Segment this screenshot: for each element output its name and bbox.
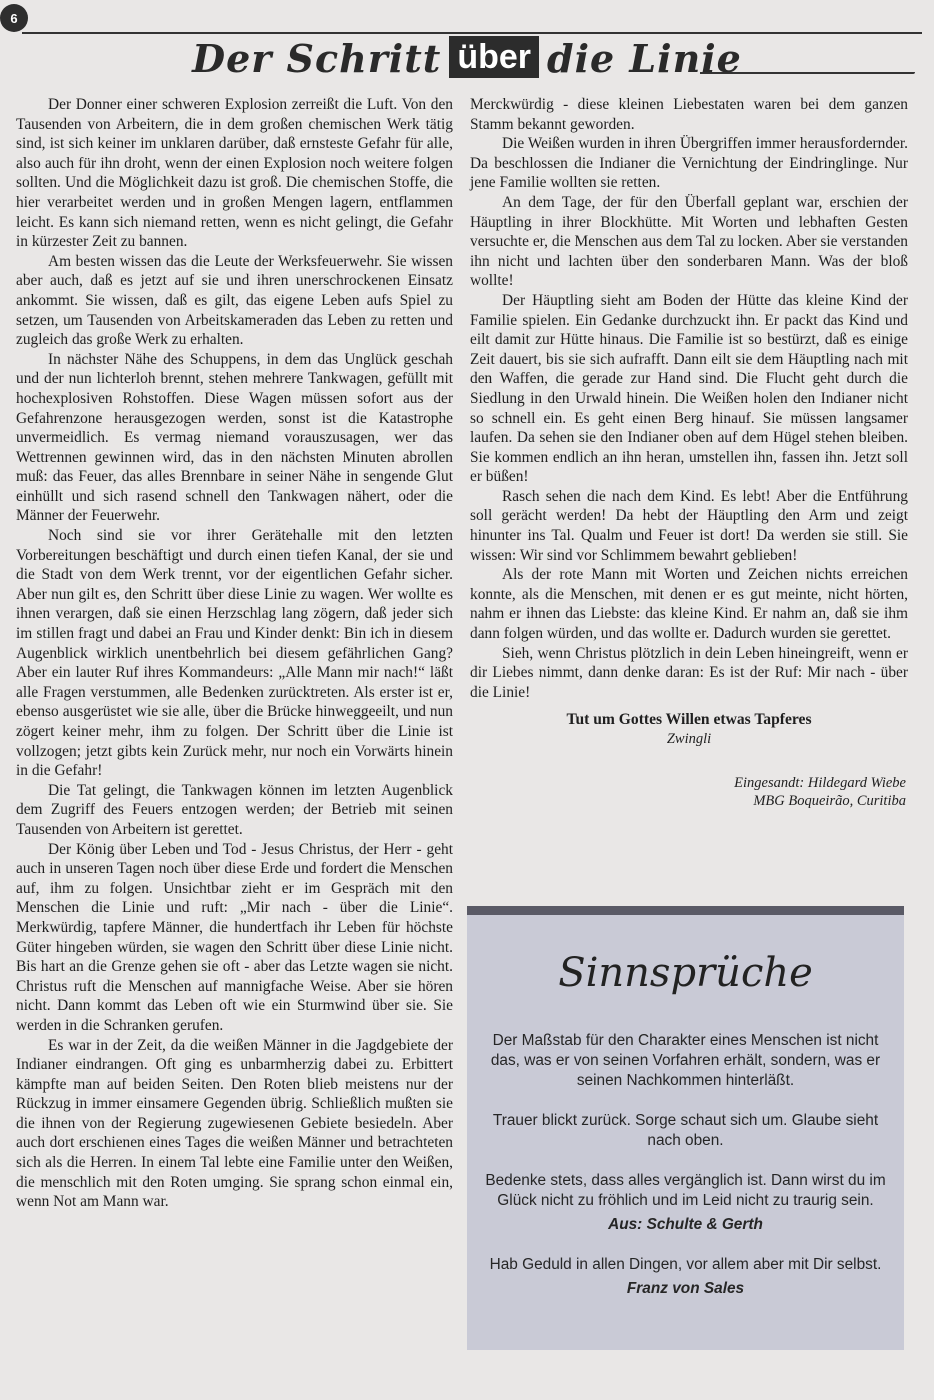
paragraph: Am besten wissen das die Leute der Werksfeuerwehr. Sie wissen aber auch, daß es jetzt auf sie und ihren unerschrockenen Einsatz ankommt. Sie wissen, daß es gilt, das eigene Leben aufs Spiel zu setzen, um Tausenden von Arbeitskameraden das Leben zu retten und zugleich das große Werk zu erhalten. [16,252,453,349]
paragraph: Der Häuptling sieht am Boden der Hütte das kleine Kind der Familie spielen. Ein Gedanke durchzuckt ihn. Er packt das Kind und eilt damit zur Hütte hinaus. Die Familie ist so bestürzt, daß es einige Zeit dauert, bis sie sich aufrafft. Dann eilt sie dem Häuptling nach mit den Waffen, die gerade zur Hand sind. Die Flucht geht durch die Siedlung in den Urwald hinein. Die Weißen holen den Indianer nicht so schnell ein. Es geht einen Berg hinauf. Sie müssen langsamer laufen. Da sehen sie den Indianer oben auf dem Hügel stehen bleiben. Sie kommen endlich an ihn heran, umstellen ihn, fassen ihn. Jetzt soll er büßen! [470,291,908,486]
saying-text: Bedenke stets, dass alles vergänglich ist. Dann wirst du im Glück nicht zu fröhlich und im Leid nicht zu traurig sein. [485,1172,886,1209]
title-part-1: Der Schritt [192,36,442,81]
page-number-badge: 6 [0,4,28,32]
article-title [0,34,934,85]
right-column [470,95,908,810]
saying-item [467,1171,904,1235]
paragraph: Rasch sehen die nach dem Kind. Es lebt! Aber die Entführung soll gerächt werden! Da hebt der Häuptling den Arm und zeigt hinunter ins Tal. Qualm und Feuer ist dort! Da werden sie still. Sie wissen: Wir sind vor Schlimmem bewahrt geblieben! [470,487,908,564]
paragraph: Als der rote Mann mit Worten und Zeichen nichts erreichen konnte, als die Menschen, mit denen er es gut meinte, nicht hörten, nahm er ihnen das Liebste: das kleine Kind. Er nahm an, daß sie ihm dann folgen würden, und das wollte er. Dadurch wurden sie gerettet. [470,566,908,643]
quote-title: Tut um Gottes Willen etwas Tapferes [566,711,812,729]
paragraph: Es war in der Zeit, da die weißen Männer in die Jagdgebiete der Indianer eindrangen. Oft ging es unbarmherzig dabei zu. Erbittert kämpfte man auf beiden Seiten. Den Roten blieb meistens nur der Rückzug in immer einsamere Gegenden übrig. Schließlich mußten sie die ihnen von der Regierung zugewiesenen Gebiete besiedeln. Aber auch dort erschienen eines Tages die weißen Männer und betrachteten sich als die Herren. In einem Tal lebte eine Familie unter den Weißen, die menschlich mit den Roten umging. Sie sprang schon einmal ein, wenn Not am Mann war. [16,1036,453,1211]
submitted-by-place: MBG Boqueirão, Curitiba [753,792,906,809]
title-highlight-box: über [449,36,539,78]
paragraph: Der Donner einer schweren Explosion zerreißt die Luft. Von den Tausenden von Arbeitern, die in dem großen chemischen Werk tätig sind, ist sich keiner im unklaren darüber, daß ernsteste Gefahr für alle, also auch für ihn droht, wenn der einen Explosion noch weitere folgen sollten. Und die Möglichkeit dazu ist groß. Die chemischen Stoffe, die hier verarbeitet werden und in großen Mengen lagern, entflammen leicht. Es kann sich niemand retten, wenn es nicht gelingt, die Gefahr in kürzester Zeit zu bannen. [16,96,453,251]
paragraph: Die Tat gelingt, die Tankwagen können im letzten Augenblick dem Zugriff des Feuers entzogen werden; der Betrieb mit seinen Tausenden von Arbeitern ist gerettet. [16,781,453,838]
paragraph: An dem Tage, der für den Überfall geplant war, erschien der Häuptling in ihrer Blockhütte. Mit Worten und lebhaften Gesten versuchte er, die Menschen aus dem Tal zu locken. Aber sie verstanden ihn nicht und lachten über den sonderbaren Mann. Was der bloß wollte! [470,193,908,290]
submitted-by [470,774,908,810]
sinnsprueche-box [467,906,904,1350]
paragraph: Noch sind sie vor ihrer Gerätehalle mit den letzten Vorbereitungen beschäftigt und durch einen tiefen Kanal, der sie und die Stadt von dem Werk trennt, vor der eigentlichen Gefahr sicher. Aber nun gilt es, den Schritt über diese Linie zu wagen. Wer wollte es ihnen verargen, daß sie einen Herzschlag lang zögern, daß jeder sich im stillen fragt und dabei an Frau und Kinder denkt: Bin ich in diesem Augenblick wirklich unentbehrlich bei diesem gefährlichen Gang? Aber ein lauter Ruf ihres Kommandeurs: „Alle Mann mir nach!“ läßt alle Fragen verstummen, alle Bedenken zurücktreten. Als erster ist er, ebenso ausgerüstet wie sie alle, über die Brücke hinweggeeilt, und nun zögert keiner mehr, ihm zu folgen. Der Schritt über die Linie ist vollzogen; jetzt gibts kein Zurück mehr, nur noch ein Vorwärts hinein in die Gefahr! [16,527,453,780]
saying-item [467,1111,904,1151]
saying-source: Franz von Sales [626,1280,745,1297]
saying-text: Trauer blickt zurück. Sorge schaut sich um. Glaube sieht nach oben. [492,1112,879,1149]
saying-text: Hab Geduld in allen Dingen, vor allem aber mit Dir selbst. [489,1256,882,1273]
quote-author: Zwingli [666,731,712,747]
paragraph: Merckwürdig - diese kleinen Liebestaten waren bei dem ganzen Stamm bekannt geworden. [470,96,908,133]
sinnsprueche-title: Sinnsprüche [558,950,813,996]
submitted-by-name: Eingesandt: Hildegard Wiebe [734,774,906,791]
title-part-2: die Linie [547,36,742,81]
saying-source: Aus: Schulte & Gerth [608,1216,763,1233]
paragraph: In nächster Nähe des Schuppens, in dem das Unglück geschah und der nun lichterloh brennt, stehen mehrere Tankwagen, gefüllt mit hochexplosiven Rohstoffen. Diese Wagen müssen sofort aus der Gefahrenzone herausgezogen werden, sonst ist die Katastrophe unvermeidlich. Es vermag niemand vorauszusagen, wer das Wettrennen gewinnen wird, das in den nächsten Minuten abrollen muß: das Feuer, das alles Brennbare in seiner Nähe in sengende Glut einhüllt und sich rasend schnell den Tankwagen nähert, oder die Männer der Feuerwehr. [16,350,453,525]
paragraph: Die Weißen wurden in ihren Übergriffen immer herausfordernder. Da beschlossen die Indianer die Vernichtung der Eindringlinge. Nur jene Familie wollten sie retten. [470,135,908,192]
paragraph: Der König über Leben und Tod - Jesus Christus, der Herr - geht auch in unseren Tagen noch über diese Erde und fordert die Menschen auf, ihm zu folgen. Unsichtbar zieht er im Gespräch mit den Menschen die Linie und ruft: „Mir nach - über die Linie“. Merkwürdig, tapfere Männer, die hundertfach ihr Leben für höchste Güter hingeben würden, sie wagen den Schritt über diese Linie nicht. Bis hart an die Grenze gehen sie oft - aber das Letzte wagen sie nicht. Christus ruft die Menschen auf mannigfache Weise. Aber sie hören nicht. Dann kommt das Leben oft wie ein Sturmwind über sie. Sie werden in die Schranken gerufen. [16,840,453,1034]
saying-item [467,1031,904,1091]
saying-item [467,1255,904,1299]
saying-text: Der Maßstab für den Charakter eines Menschen ist nicht das, was er von seinen Vorfahren erhält, sondern, was er seinen Nachkommen hinterläßt. [490,1032,881,1089]
paragraph: Sieh, wenn Christus plötzlich in dein Leben hineingreift, wenn er dir Liebes nimmt, dann denke daran: Es ist der Ruf: Mir nach - über die Linie! [470,644,908,701]
sinnsprueche-list [467,1031,904,1299]
left-column [16,95,453,1212]
